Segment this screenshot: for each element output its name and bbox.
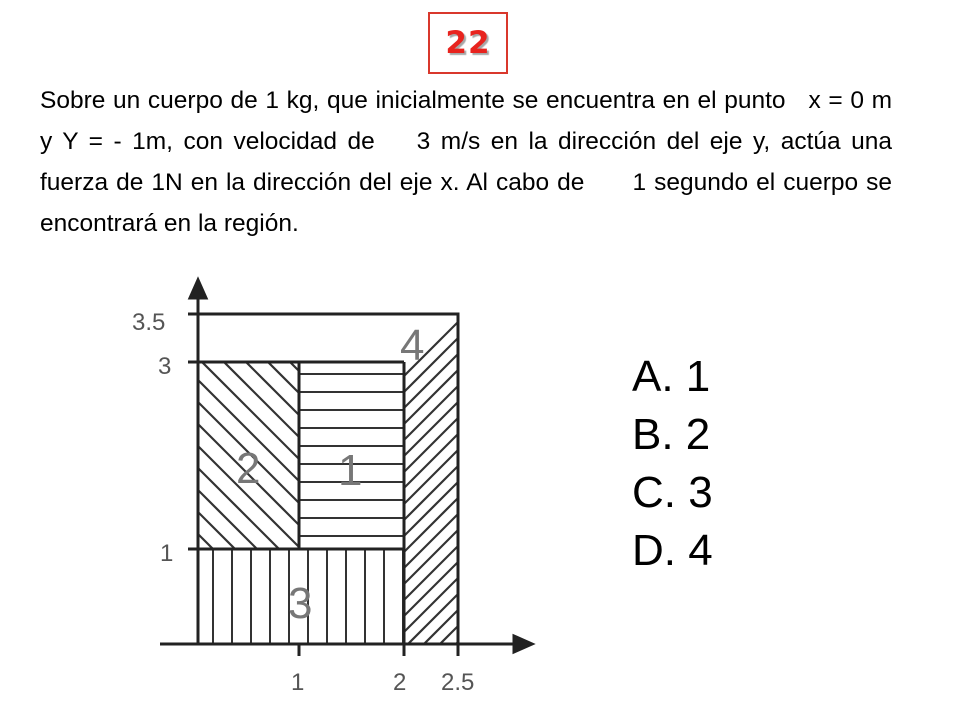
y-tick-label: 1 bbox=[160, 540, 174, 567]
hatch-line bbox=[440, 280, 820, 660]
hatch-line bbox=[70, 340, 310, 580]
answer-option-b[interactable]: B. 2 bbox=[632, 410, 711, 459]
hatch-line bbox=[264, 280, 644, 660]
hatch-line bbox=[0, 340, 178, 580]
region-label: 3 bbox=[288, 579, 313, 628]
x-axis-arrow-icon bbox=[514, 636, 532, 652]
hatch-line bbox=[712, 280, 960, 660]
answer-option-d[interactable]: D. 4 bbox=[632, 526, 713, 575]
hatch-line bbox=[246, 340, 486, 580]
x-tick-label: 2 bbox=[393, 669, 407, 696]
hatch-line bbox=[776, 280, 960, 660]
answer-options bbox=[632, 348, 713, 580]
hatch-line bbox=[268, 340, 508, 580]
region-2-area bbox=[0, 340, 574, 580]
region-label: 2 bbox=[236, 444, 261, 493]
hatch-line bbox=[568, 280, 948, 660]
hatch-line bbox=[114, 340, 354, 580]
hatch-line bbox=[680, 280, 960, 660]
hatch-line bbox=[536, 280, 916, 660]
hatch-line bbox=[26, 340, 266, 580]
region-label: 4 bbox=[400, 321, 425, 370]
hatch-line bbox=[424, 280, 804, 660]
question-number: 22 bbox=[445, 25, 491, 61]
hatch-line bbox=[4, 340, 244, 580]
hatch-line bbox=[408, 280, 788, 660]
hatch-line bbox=[280, 280, 660, 660]
hatch-line bbox=[392, 280, 772, 660]
hatch-line bbox=[290, 340, 530, 580]
answer-option-a[interactable]: A. 1 bbox=[632, 352, 711, 401]
y-tick-label: 3 bbox=[158, 353, 172, 380]
hatch-line bbox=[696, 280, 960, 660]
hatch-line bbox=[552, 280, 932, 660]
answer-option-c[interactable]: C. 3 bbox=[632, 468, 713, 517]
problem-statement: Sobre un cuerpo de 1 kg, que inicialmente se encuentra en el punto x = 0 m y Y = - 1m, con velocidad de 3 m/s en la dirección del eje y, actúa una fuerza de 1N en la dirección del eje x. Al cabo de 1 segundo el cuerpo se encontrará en la región. bbox=[40, 87, 899, 237]
x-tick-label: 1 bbox=[291, 669, 305, 696]
region-label: 1 bbox=[338, 446, 363, 495]
hatch-line bbox=[0, 340, 222, 580]
hatch-line bbox=[744, 280, 960, 660]
x-tick-label: 2.5 bbox=[441, 669, 475, 696]
hatch-line bbox=[334, 340, 574, 580]
y-tick-label: 3.5 bbox=[132, 309, 166, 336]
hatch-line bbox=[92, 340, 332, 580]
y-axis-arrow-icon bbox=[190, 280, 206, 298]
hatch-line bbox=[728, 280, 960, 660]
hatch-line bbox=[760, 280, 960, 660]
